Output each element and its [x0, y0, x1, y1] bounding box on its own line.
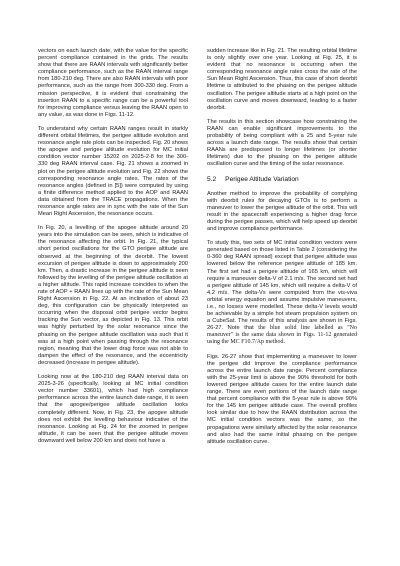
- section-title: Perigee Altitude Variation: [225, 175, 299, 183]
- left-column: [38, 48, 188, 452]
- paragraph: In Fig. 20, a levelling of the apogee altitude around 20 years into the simulation can be seen, which is indicative of the resonance affecting the orbit. In Fig. 21, the typical short period oscillations for the GTO perigee altitude are observed at the beginning of the deorbit. The lowest excursion of perigee altitude is down to approximately 200 km. Then, a drastic increase in the perigee altitude is seen followed by the levelling of the perigee altitude oscillation at a higher altitude. This rapid increase coincides to when the rate of AOP + RAAN lines up with the rate of the Sun Mean Right Ascension in Fig. 22. At an inclination of about 23 deg, this configuration can be physically interpreted as occurring when the disposal orbit perigee vector begins tracking the Sun vector, as depicted in Fig. 13. This orbit was highly perturbed by the solar resonance since the phasing on the perigee altitude oscillation was such that it was at a high point when passing through the resonance region, meaning that the lower drag force was not able to dampen the effect of the resonance, and the eccentricity decreased (increase in perigee altitude).: [38, 225, 188, 366]
- section-heading: [207, 176, 357, 183]
- section-number: 5.2: [207, 175, 217, 183]
- right-column: [207, 48, 357, 453]
- paragraph: sudden increase like in Fig. 21. The resulting orbital lifetime is only slightly over one year. Looking at Fig. 25, it is evident that no resonance is occurring when the corresponding resonance angle rates cross the rate of the Sun Mean Right Ascension. Thus, this case of short deorbit lifetime is attributed to the phasing on the perigee altitude oscillation. The perigee altitude starts at a high point on the oscillation curve and moves downward, leading to a faster deorbit.: [207, 48, 357, 111]
- paragraph: [207, 240, 357, 346]
- paragraph: Figs. 26-27 show that implementing a maneuver to lower the perigee did improve the compliance performance across the entire launch date range. Percent compliance with the 25-year limit is above the 90% threshold for both lowered perigee altitude cases for the entire launch date range. There are even portions of the launch date range that percent compliance with the 5-year rule is above 90% for the 145 km perigee altitude case. The overall profiles look similar due to how the RAAN distribution across the MC initial condition vectors was the same, so the propagations were similarly affected by the solar resonance and also had the same initial phasing on the perigee altitude oscillation curve.: [207, 353, 357, 445]
- paragraph: Another method to improve the probability of complying with deorbit rules for decaying GTOs is to perform a maneuver to lower the perigee altitude of the orbit. This will result in the spacecraft experiencing a higher drag force during the perigee passes, which will help speed up deorbit and improve compliance performance.: [207, 190, 357, 233]
- paragraph-note: the blue solid line labelled as "No maneuver" is the same data shown in Figs. 11-12 generated using the MC F10.7/Ap method.: [207, 325, 357, 346]
- paragraph-text: To study this, two sets of MC initial condition vectors were generated based on those listed in Table 2 (considering the 0-360 deg RAAN spread) except that perigee altitude was lowered below the reference perigee altitude of 185 km. The first set had a perigee altitude of 165 km, which will require a maneuver delta-V of 2.1 m/s. The second set had a perigee altitude of 145 km, which will require a delta-V of 4.2 m/s. The delta-Vs were computed from the vis-viva orbital energy equation and assume impulsive maneuvers, i.e., no losses were modelled. These delta-V levels would be achievable by a simple hot steam propulsion system on a CubeSat. The results of this analysis are shown in Figs. 26-27. Note that: [207, 240, 357, 332]
- paragraph: To understand why certain RAAN ranges result in starkly different orbital lifetimes, the perigee altitude evolution and resonance angle rate plots can be inspected. Fig. 20 shows the apogee and perigee altitude evolution for MC initial condition vector number 15202 on 2025-2-8 for the 300-330 deg RAAN interval case. Fig. 21 shows a zoomed in plot on the perigee altitude evolution and Fig. 22 shows the corresponding resonance angle rates. The rates of the resonance angles (defined in [5]) were computed by using a finite difference method applied to the AOP and RAAN data obtained from the TRACE propagations. When the resonance angle rates are in sync with the rate of the Sun Mean Right Ascension, the resonance occurs.: [38, 125, 188, 218]
- paragraph: vectors on each launch date, with the value for the specific percent compliance contained in the grids. The results show that there are RAAN intervals with significantly better compliance performance, such as the RAAN interval range from 180-210 deg. There are also RAAN intervals with poor performance, such as the range from 300-330 deg. From a mission perspective, it is evident that constraining the insertion RAAN to a specific range can be a powerful tool for improving compliance versus leaving the RAAN open to any value, as was done in Figs. 11-12.: [38, 48, 188, 118]
- paragraph: Looking now at the 180-210 deg RAAN interval data on 2025-3-26 (specifically, looking at MC initial condition vector number 33601), which had high compliance performance across the entire launch date range, it is seen that the apogee/perigee altitude oscillation looks completely different. Now, in Fig. 23, the apogee altitude does not exhibit the levelling behaviour indicative of the resonance. Looking at Fig. 24 for the zoomed in perigee altitude, it can be seen that the perigee altitude moves downward well below 200 km and does not have a: [38, 374, 188, 444]
- paragraph: The results in this section showcase how constraining the RAAN can enable significant improvements to the probability of being compliant with a 25 and 5-year rule across a launch date range. The results show that certain RAANs are predisposed to longer lifetimes (or shorter lifetimes) due to the phasing on the perigee altitude oscillation curve and the timing of the solar resonance.: [207, 118, 357, 168]
